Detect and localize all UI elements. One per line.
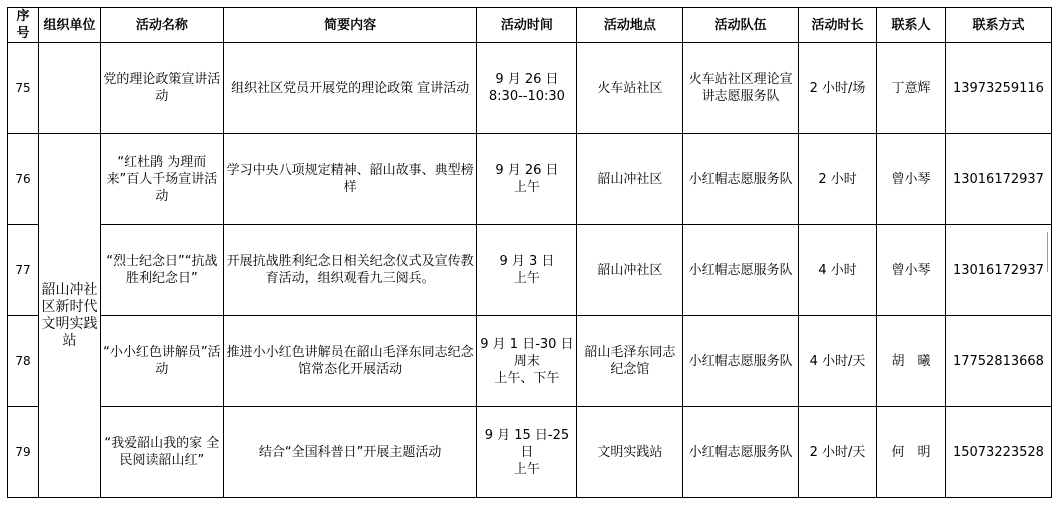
row-contact: 胡 曦: [877, 316, 946, 407]
header-duration: 活动时长: [799, 8, 877, 43]
row-duration: 2 小时/天: [799, 407, 877, 498]
header-phone: 联系方式: [945, 8, 1051, 43]
row-seq: 78: [8, 316, 39, 407]
row-place: 韶山毛泽东同志纪念馆: [577, 316, 683, 407]
row-seq: 79: [8, 407, 39, 498]
row-team: 小红帽志愿服务队: [683, 316, 799, 407]
header-name: 活动名称: [100, 8, 223, 43]
merged-unit-cell: 韶山冲社区新时代文明实践站: [38, 134, 100, 498]
table-row: [8, 43, 1052, 134]
row-team: 火车站社区理论宣讲志愿服务队: [683, 43, 799, 134]
row-contact: 何 明: [877, 407, 946, 498]
row-duration: 2 小时/场: [799, 43, 877, 134]
row-place: 火车站社区: [577, 43, 683, 134]
row-summary: 结合“全国科普日”开展主题活动: [223, 407, 477, 498]
row-time: [477, 407, 577, 498]
row-time-line2: 上午: [513, 271, 540, 286]
header-team: 活动队伍: [683, 8, 799, 43]
row-duration: 4 小时: [799, 225, 877, 316]
header-seq: 序号: [8, 8, 39, 43]
row-summary: 学习中央八项规定精神、韶山故事、典型榜样: [223, 134, 477, 225]
header-place: 活动地点: [577, 8, 683, 43]
row-time-line2: 上午: [513, 180, 540, 195]
table-row: [8, 316, 1052, 407]
row-phone: 13016172937: [945, 225, 1051, 316]
row-duration: 2 小时: [799, 134, 877, 225]
header-summary: 简要内容: [223, 8, 477, 43]
header-time: 活动时间: [477, 8, 577, 43]
row-contact: 曾小琴: [877, 225, 946, 316]
row-duration: 4 小时/天: [799, 316, 877, 407]
window-scrollbar-edge[interactable]: [1047, 232, 1052, 272]
row-unit: [38, 43, 100, 134]
header-unit: 组织单位: [38, 8, 100, 43]
row-place: 文明实践站: [577, 407, 683, 498]
row-summary: 开展抗战胜利纪念日相关纪念仪式及宣传教育活动，组织观看九三阅兵。: [223, 225, 477, 316]
row-time-line2: 周末: [513, 353, 540, 369]
row-activity-name: “我爱韶山我的家 全民阅读韶山红”: [100, 407, 223, 498]
row-time-line1: 9 月 26 日: [495, 72, 559, 87]
row-phone: 13973259116: [945, 43, 1051, 134]
row-summary: 推进小小红色讲解员在韶山毛泽东同志纪念馆常态化开展活动: [223, 316, 477, 407]
row-time-line1: 9 月 1 日-30 日: [480, 336, 574, 352]
row-contact: 曾小琴: [877, 134, 946, 225]
activity-table: [7, 7, 1052, 498]
row-phone: 15073223528: [945, 407, 1051, 498]
header-row: [8, 8, 1052, 43]
row-contact: 丁意辉: [877, 43, 946, 134]
table-row: [8, 134, 1052, 225]
row-seq: 75: [8, 43, 39, 134]
row-time: [477, 225, 577, 316]
row-activity-name: 党的理论政策宣讲活动: [100, 43, 223, 134]
table-row: [8, 407, 1052, 498]
row-time-line1: 9 月 26 日: [495, 163, 559, 178]
row-time-line1: 9 月 3 日: [499, 254, 555, 269]
row-activity-name: “烈士纪念日”“抗战胜利纪念日”: [100, 225, 223, 316]
row-seq: 77: [8, 225, 39, 316]
header-contact: 联系人: [877, 8, 946, 43]
row-place: 韶山冲社区: [577, 134, 683, 225]
activity-schedule-sheet: [7, 7, 1052, 498]
row-seq: 76: [8, 134, 39, 225]
row-team: 小红帽志愿服务队: [683, 225, 799, 316]
row-time: [477, 43, 577, 134]
row-time-line2: 8:30--10:30: [488, 89, 565, 104]
row-time-line2: 上午: [513, 461, 540, 477]
row-team: 小红帽志愿服务队: [683, 407, 799, 498]
table-row: [8, 225, 1052, 316]
row-activity-name: “红杜鹃 为理而来”百人千场宣讲活动: [100, 134, 223, 225]
row-team: 小红帽志愿服务队: [683, 134, 799, 225]
row-summary: 组织社区党员开展党的理论政策 宣讲活动: [223, 43, 477, 134]
row-phone: 13016172937: [945, 134, 1051, 225]
row-time-line1: 9 月 15 日-25 日: [484, 427, 570, 460]
row-time: [477, 316, 577, 407]
row-place: 韶山冲社区: [577, 225, 683, 316]
row-activity-name: “小小红色讲解员”活动: [100, 316, 223, 407]
row-time-line3: 上午、下午: [494, 370, 560, 386]
row-time: [477, 134, 577, 225]
row-phone: 17752813668: [945, 316, 1051, 407]
